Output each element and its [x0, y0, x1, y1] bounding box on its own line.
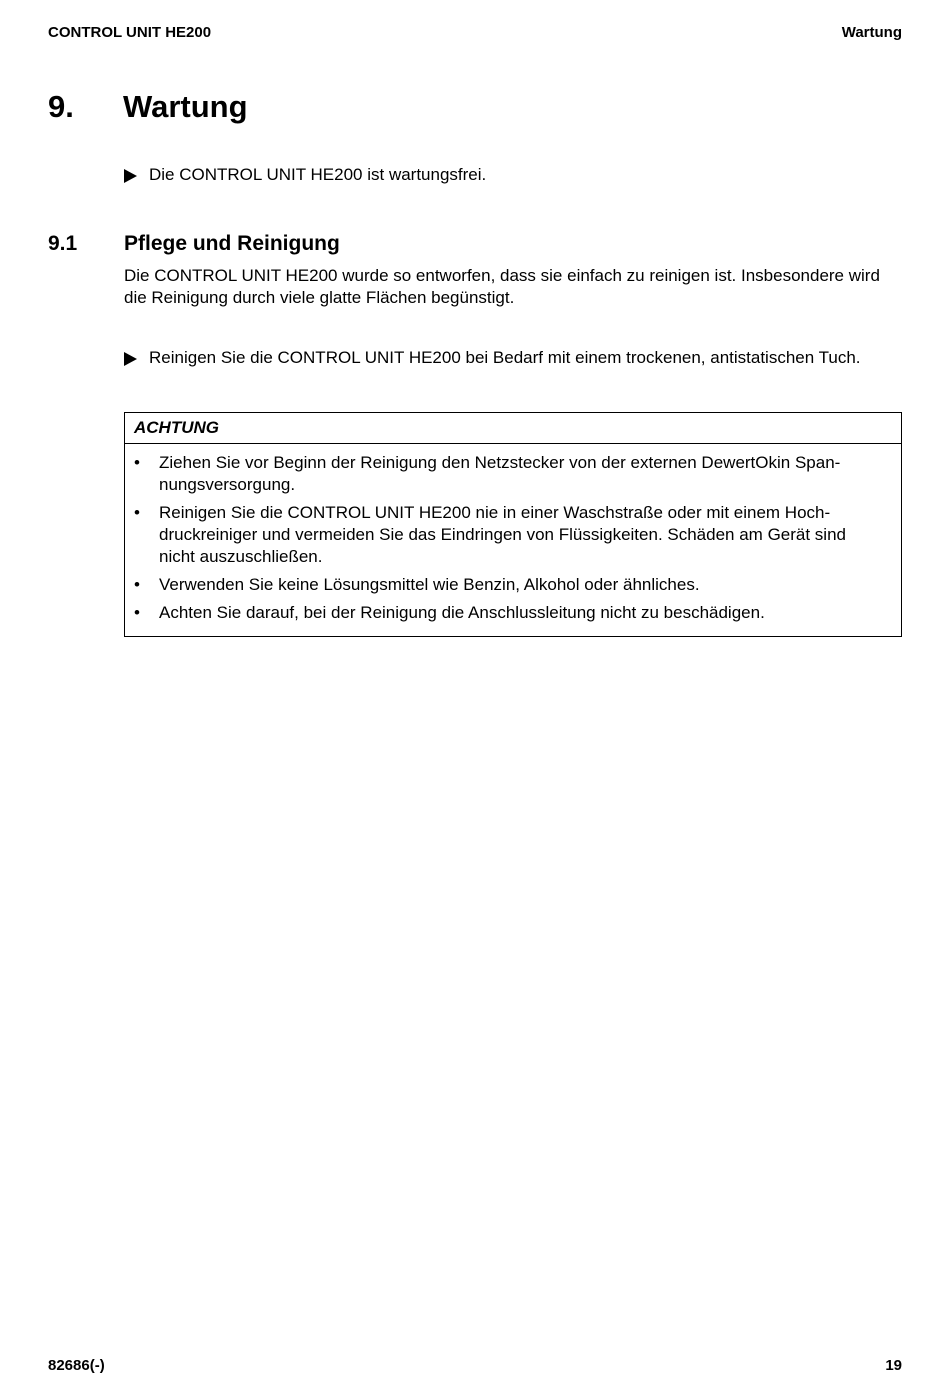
subsection-title: Pflege und Reinigung	[124, 232, 340, 255]
warning-item: • Achten Sie darauf, bei der Reinigung die Anschlussleitung nicht zu beschädigen.	[159, 602, 871, 624]
maintenance-note-text: Die CONTROL UNIT HE200 ist wartungsfrei.	[149, 165, 487, 184]
chapter-number: 9.	[48, 89, 74, 124]
cleaning-instruction-text: Reinigen Sie die CONTROL UNIT HE200 bei Bedarf mit einem trockenen, antistatischen Tuch.	[149, 348, 861, 367]
warning-item: • Ziehen Sie vor Beginn der Reinigung den Netzstecker von der externen DewertOkin Span-nungsversorgung.	[159, 452, 871, 496]
warning-title: ACHTUNG	[125, 413, 901, 444]
running-header-title: CONTROL UNIT HE200	[48, 24, 212, 41]
arrow-right-icon	[124, 352, 137, 366]
warning-body	[125, 444, 901, 636]
subsection-number: 9.1	[48, 232, 78, 255]
chapter-title: Wartung	[123, 89, 248, 124]
warning-item: • Verwenden Sie keine Lösungsmittel wie Benzin, Alkohol oder ähnliches.	[159, 574, 871, 596]
warning-box	[124, 412, 902, 637]
document-number: 82686(-)	[48, 1357, 105, 1374]
page-number: 19	[885, 1357, 902, 1374]
warning-item: • Reinigen Sie die CONTROL UNIT HE200 nie in einer Waschstraße oder mit einem Hoch-druckreiniger und vermeiden Sie das Eindringen von Flüssigkeiten. Schäden am Gerät sind nicht auszuschließen.	[159, 502, 871, 568]
warning-list	[159, 452, 871, 624]
subsection-paragraph: Die CONTROL UNIT HE200 wurde so entworfen, dass sie einfach zu reinigen ist. Insbesondere wird die Reinigung durch viele glatte Flächen begünstigt.	[124, 266, 880, 307]
running-header-section: Wartung	[841, 24, 902, 41]
arrow-right-icon	[124, 169, 137, 183]
